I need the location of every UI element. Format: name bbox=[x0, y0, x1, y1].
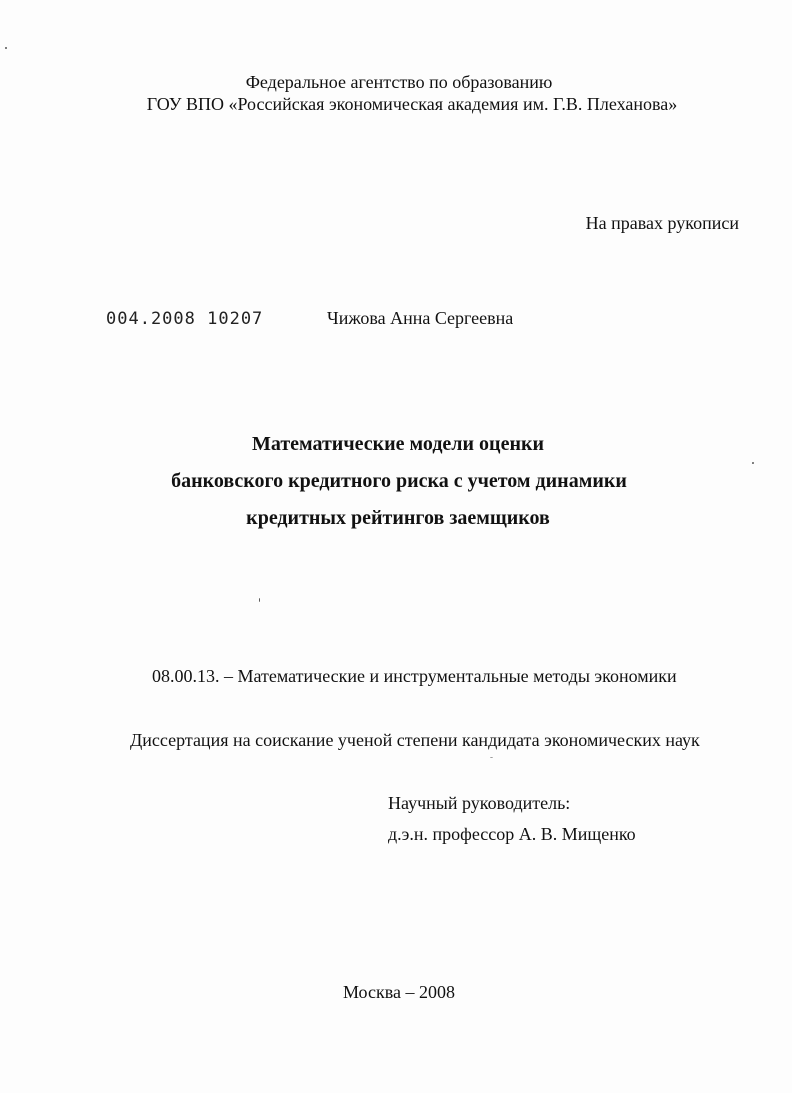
registration-code: 004.2008 10207 bbox=[106, 309, 264, 329]
agency-name: Федеральное агентство по образованию bbox=[245, 72, 553, 92]
title-line-1: Математические модели оценки bbox=[251, 433, 545, 455]
title-line-3: кредитных рейтингов заемщиков bbox=[246, 507, 550, 529]
institution-name: ГОУ ВПО «Российская экономическая академия им. Г.В. Плеханова» bbox=[146, 94, 678, 114]
city-year: Москва – 2008 bbox=[343, 982, 455, 1002]
rights-note: На правах рукописи bbox=[585, 213, 739, 233]
scan-speck bbox=[259, 598, 260, 602]
title-line-2: банковского кредитного риска с учетом динамики bbox=[171, 470, 627, 492]
scan-speck bbox=[490, 757, 493, 758]
scan-speck bbox=[5, 47, 7, 49]
author-name: Чижова Анна Сергеевна bbox=[327, 308, 514, 328]
supervisor-name: д.э.н. профессор А. В. Мищенко bbox=[388, 824, 636, 844]
supervisor-label: Научный руководитель: bbox=[388, 793, 571, 813]
dissertation-note: Диссертация на соискание ученой степени кандидата экономических наук bbox=[130, 730, 700, 750]
scan-speck bbox=[752, 462, 755, 465]
specialty-code: 08.00.13. – Математические и инструментальные методы экономики bbox=[152, 666, 677, 686]
